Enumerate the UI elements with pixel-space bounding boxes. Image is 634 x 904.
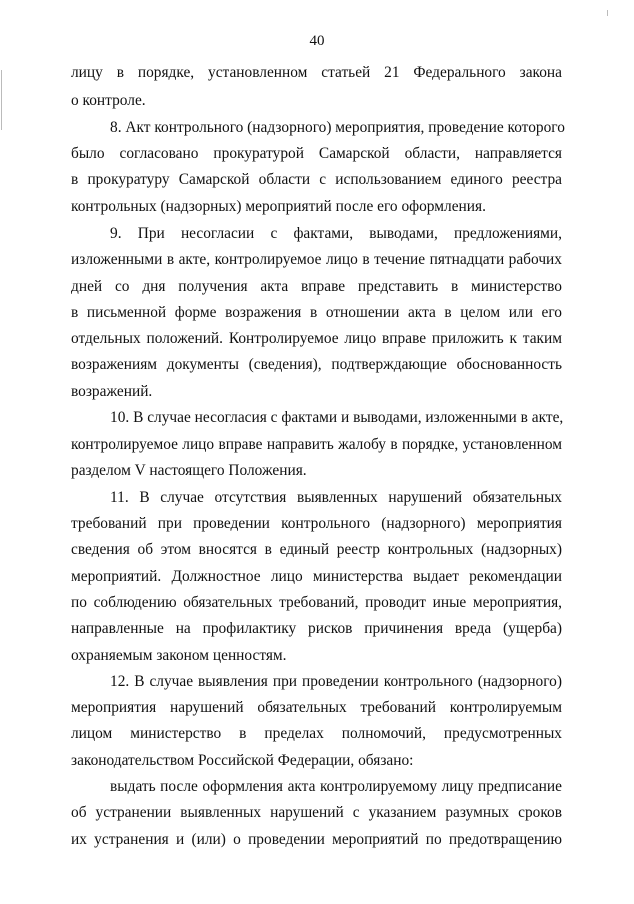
text-line: контролируемое лицо вправе направить жалобу в порядке, установленном: [71, 436, 562, 453]
text-line: об устранении выявленных нарушений с указанием разумных сроков: [71, 804, 562, 821]
scan-artifact: [607, 10, 608, 16]
text-line: их устранения и (или) о проведении мероприятий по предотвращению: [71, 831, 562, 848]
text-line: мероприятий. Должностное лицо министерства выдает рекомендации: [71, 568, 562, 585]
text-line: мероприятия нарушений обязательных требований контролируемым: [71, 699, 562, 716]
text-line: возражений.: [71, 383, 153, 400]
text-line: лицу в порядке, установленном статьей 21 Федерального закона: [71, 64, 562, 81]
text-line: 12. В случае выявления при проведении контрольного (надзорного): [110, 673, 562, 690]
text-line: о контроле.: [71, 92, 146, 109]
text-line: в письменной форме возражения в отношении акта в целом или его: [71, 304, 562, 321]
text-line: было согласовано прокуратурой Самарской области, направляется: [71, 145, 562, 162]
text-line: в прокуратуру Самарской области с использованием единого реестра: [71, 171, 562, 188]
text-line: по соблюдению обязательных требований, проводит иные мероприятия,: [71, 594, 562, 611]
text-line: изложенными в акте, контролируемое лицо в течение пятнадцати рабочих: [71, 251, 562, 268]
text-line: отдельных положений. Контролируемое лицо вправе приложить к таким: [71, 330, 562, 347]
text-line: сведения об этом вносятся в единый реестр контрольных (надзорных): [71, 541, 562, 558]
text-line: требований при проведении контрольного (надзорного) мероприятия: [71, 515, 562, 532]
page-number: 40: [309, 33, 325, 49]
text-line: направленные на профилактику рисков причинения вреда (ущерба): [71, 620, 562, 637]
scan-artifact: [1, 70, 2, 130]
text-line: законодательством Российской Федерации, обязано:: [71, 752, 414, 769]
text-line: 11. В случае отсутствия выявленных нарушений обязательных: [110, 489, 562, 506]
text-line: дней со дня получения акта вправе представить в министерство: [71, 278, 562, 295]
text-line: 9. При несогласии с фактами, выводами, предложениями,: [110, 225, 562, 242]
text-line: выдать после оформления акта контролируемому лицу предписание: [110, 778, 562, 795]
text-line: 10. В случае несогласия с фактами и выводами, изложенными в акте,: [110, 409, 564, 426]
text-line: охраняемым законом ценностям.: [71, 647, 287, 664]
text-line: контрольных (надзорных) мероприятий после его оформления.: [71, 198, 486, 215]
text-line: разделом V настоящего Положения.: [71, 462, 307, 479]
text-line: возражениям документы (сведения), подтверждающие обоснованность: [71, 356, 562, 373]
text-line: 8. Акт контрольного (надзорного) мероприятия, проведение которого: [110, 119, 565, 136]
text-line: лицом министерство в пределах полномочий, предусмотренных: [71, 725, 562, 742]
